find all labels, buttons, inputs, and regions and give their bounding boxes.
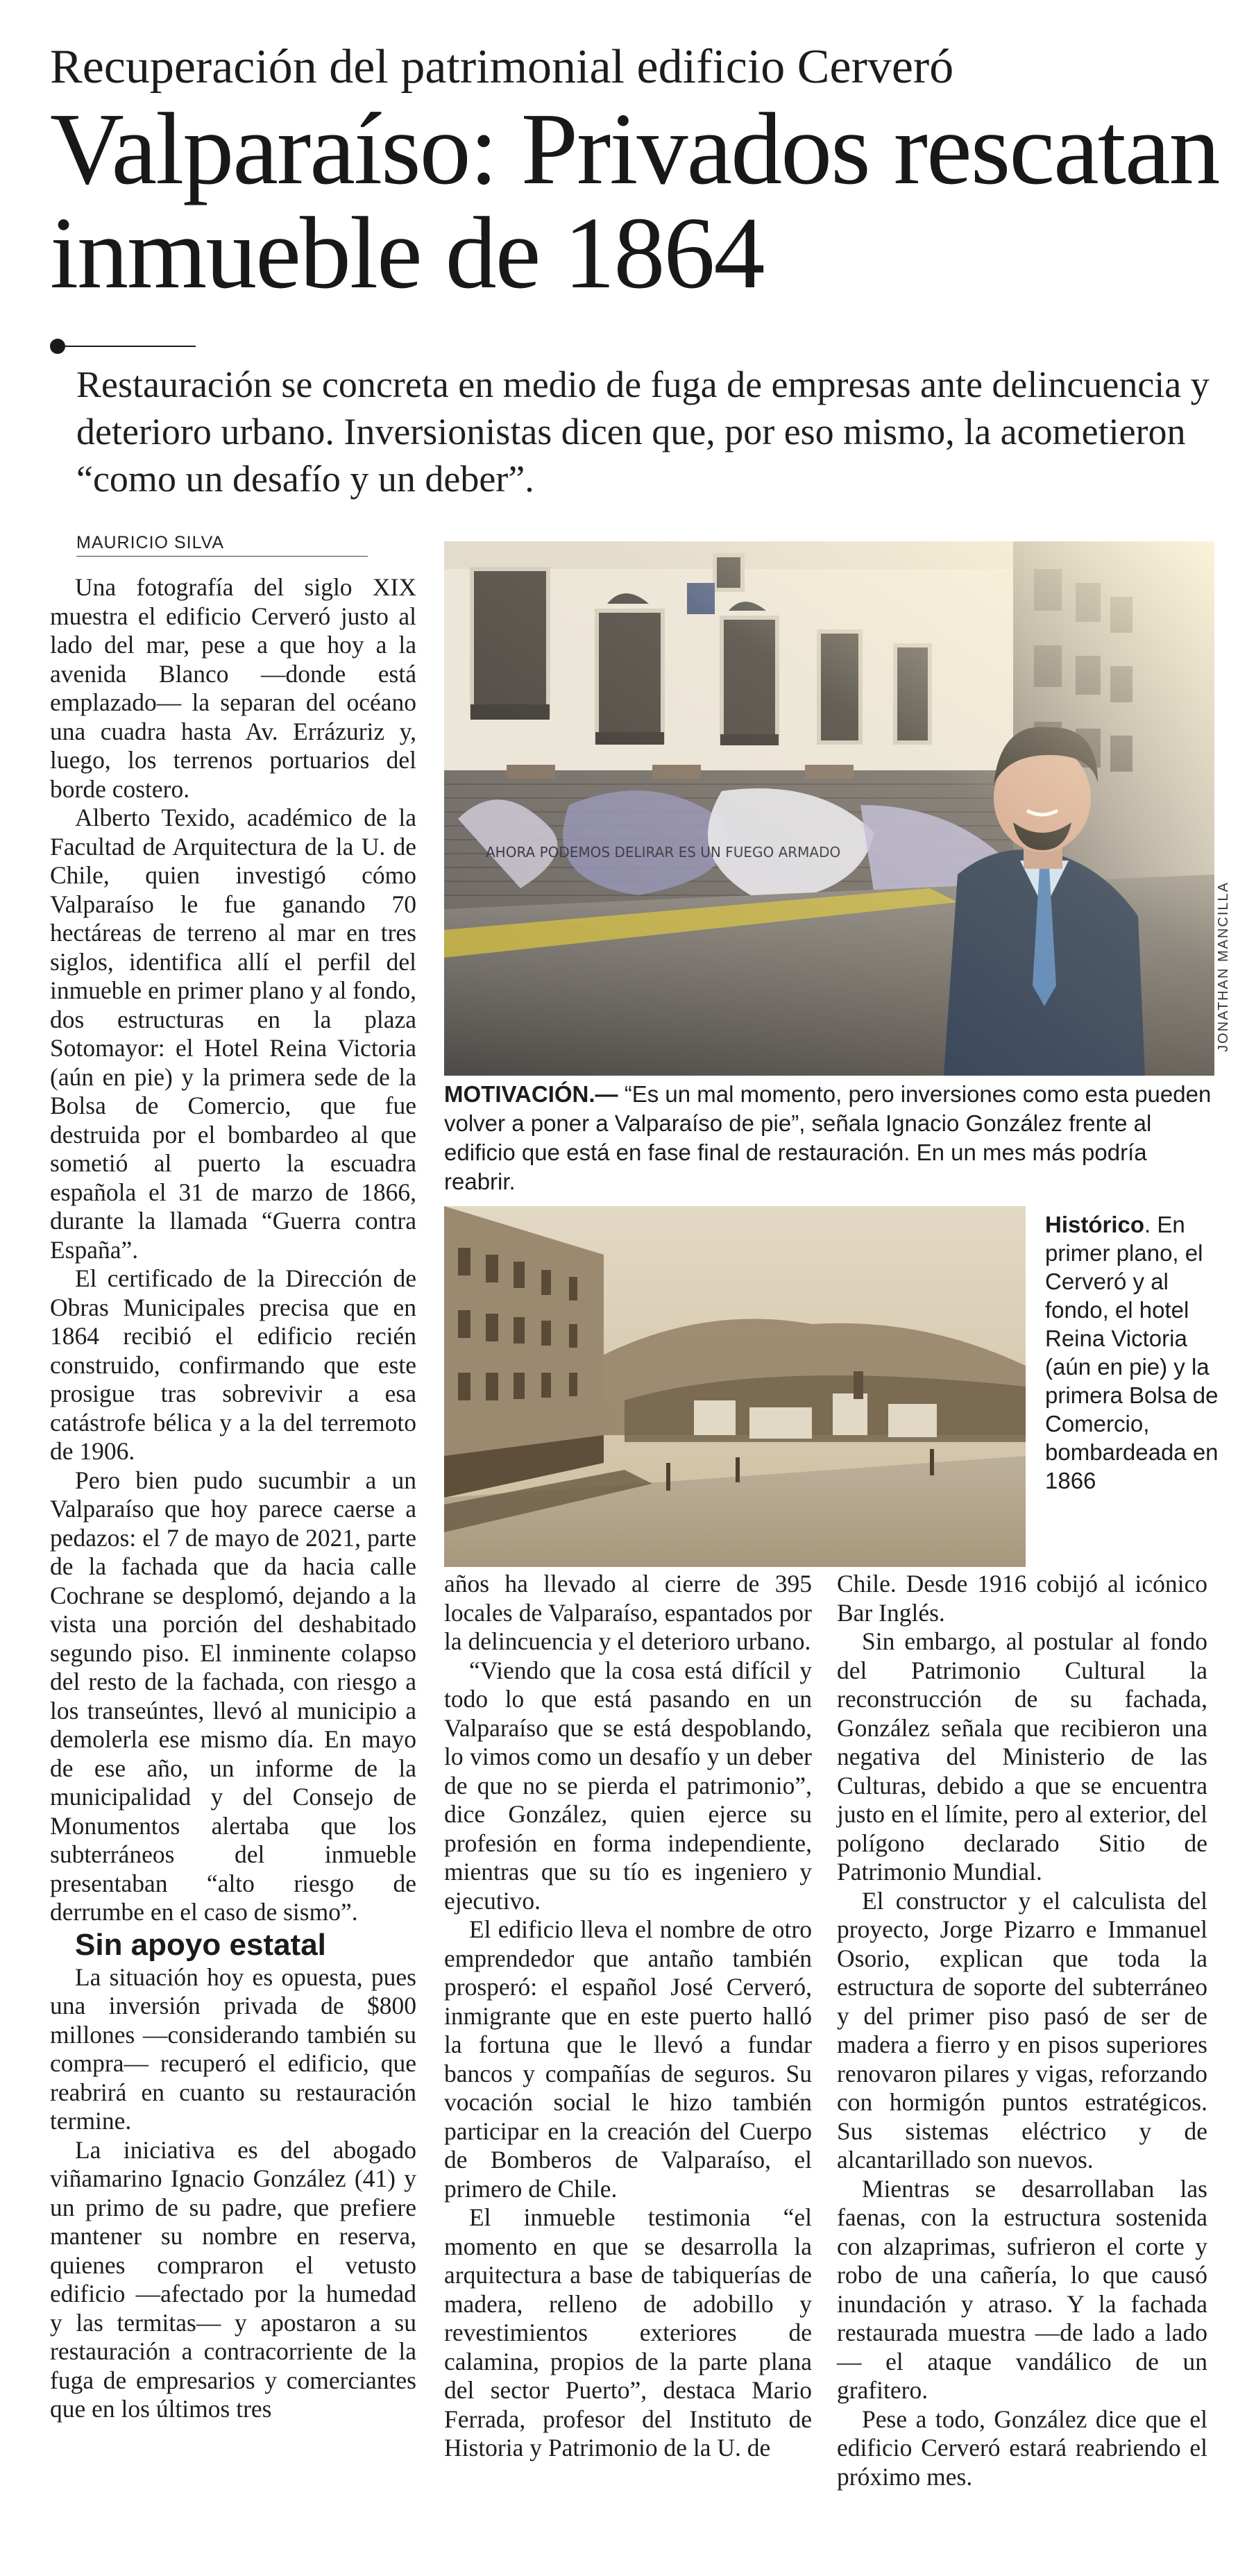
- subhead: Sin apoyo estatal: [75, 1927, 326, 1962]
- paragraph: Sin embargo, al postular al fondo del Patrimonio Cultural la reconstrucción de su fachada, González señala que recibieron una negativa del Ministerio de las Culturas, debido a que se encuentra justo en el límite, pero al exterior, del polígono declarado Sitio de Patrimonio Mundial.: [837, 1627, 1207, 1886]
- paragraph: El inmueble testimonia “el momento en que se desarrolla la arquitectura a base de tabiquerías de madera, relleno de adobillo y revestimientos exteriores de calamina, propios de la parte plana del sector Puerto”, destaca Mario Ferrada, profesor del Instituto de Historia y Patrimonio de la U. de: [444, 2203, 812, 2461]
- historic-photo-illustration: [444, 1206, 1026, 1567]
- headline: Valparaíso: Privados rescatan inmueble de 1864: [50, 92, 1219, 310]
- paragraph: El certificado de la Dirección de Obras Municipales precisa que en 1864 recibió el edificio recién construido, confirmando que este prosigue tras sobrevivir a esa catástrofe bélica y a la del terremoto de 1906.: [50, 1264, 416, 1465]
- paragraph: La iniciativa es del abogado viñamarino Ignacio González (41) y un primo de su padre, que prefiere mantener su nombre en reserva, quienes compraron el vetusto edificio —afectado por la humedad y las termitas— y apostaron a su restauración a contracorriente de la fuga de empresarios y comerciantes que en los últimos tres: [50, 2135, 416, 2423]
- caption2-label: Histórico: [1045, 1212, 1145, 1237]
- body-column-2: [444, 1570, 812, 2463]
- byline: MAURICIO SILVA: [76, 533, 368, 557]
- body-column-1: [50, 573, 416, 2424]
- main-photo-caption: [444, 1080, 1214, 1196]
- deck: Restauración se concreta en medio de fuga de empresas ante delincuencia y deterioro urbano. Inversionistas dicen que, por eso mismo, la acometieron “como un desafío y un deber”.: [76, 364, 1210, 500]
- caption-text: “Es un mal momento, pero inversiones como esta pueden volver a poner a Valparaíso de pie”, señala Ignacio González frente al edificio que está en fase final de restauración. En un mes más podría reabrir.: [444, 1081, 1212, 1194]
- rule-dot: [50, 339, 65, 354]
- paragraph: años ha llevado al cierre de 395 locales de Valparaíso, espantados por la delincuencia y el deterioro urbano.: [444, 1570, 812, 1655]
- paragraph: Chile. Desde 1916 cobijó al icónico Bar Inglés.: [837, 1570, 1207, 1627]
- paragraph: El edificio lleva el nombre de otro emprendedor que antaño también prosperó: el español José Cerveró, inmigrante que en este puerto halló la fortuna que le llevó a fundar bancos y compañías de seguros. Su vocación social le hizo también participar en la creación del Cuerpo de Bomberos de Valparaíso, el primero de Chile.: [444, 1915, 812, 2203]
- paragraph: Pese a todo, González dice que el edificio Cerveró estará reabriendo el próximo mes.: [837, 2405, 1207, 2491]
- historic-photo-caption: [1045, 1210, 1219, 1495]
- paragraph: Alberto Texido, académico de la Facultad de Arquitectura de la U. de Chile, quien investigó cómo Valparaíso le fue ganando 70 hectáreas de terreno al mar en tres siglos, identifica allí el perfil del inmueble en primer plano y al fondo, dos estructuras en la plaza Sotomayor: el Hotel Reina Victoria (aún en pie) y la primera sede de la Bolsa de Comercio, que fue destruida por el bombardeo al que sometió al puerto la escuadra española el 31 de marzo de 1866, durante la llamada “Guerra contra España”.: [50, 804, 416, 1264]
- paragraph: Mientras se desarrollaban las faenas, con la estructura sostenida con alzaprimas, sufrieron el corte y robo de una cañería, lo que causó inundación y atraso. Y la fachada restaurada muestra —de lado a lado— el ataque vandálico de un grafitero.: [837, 2174, 1207, 2404]
- body-column-3: [837, 1570, 1207, 2491]
- photo-credit: JONATHAN MANCILLA: [1216, 881, 1231, 1052]
- paragraph: La situación hoy es opuesta, pues una inversión privada de $800 millones —considerando también su compra— recuperó el edificio, que reabrirá en cuanto su restauración termine.: [50, 1963, 416, 2135]
- main-photo: [444, 541, 1214, 1076]
- caption2-text: . En primer plano, el Cerveró y al fondo, el hotel Reina Victoria (aún en pie) y la primera Bolsa de Comercio, bombardeada en 1866: [1045, 1212, 1219, 1493]
- paragraph: Pero bien pudo sucumbir a un Valparaíso que hoy parece caerse a pedazos: el 7 de mayo de 2021, parte de la fachada que da hacia calle Cochrane se desplomó, dejando a la vista una porción del deshabitado segundo piso. El inminente colapso del resto de la fachada, con riesgo a los transeúntes, llevó al municipio a demolerla ese mismo día. En mayo de ese año, un informe de la municipalidad y del Consejo de Monumentos alertaba que los subterráneos del inmueble presentaban “alto riesgo de derrumbe en el caso de sismo”.: [50, 1466, 416, 1926]
- paragraph: Una fotografía del siglo XIX muestra el edificio Cerveró justo al lado del mar, pese a que hoy a la avenida Blanco —donde está emplazado— la separan del océano una cuadra hasta Av. Errázuriz y, luego, los terrenos portuarios del borde costero.: [50, 573, 416, 803]
- paragraph: “Viendo que la cosa está difícil y todo lo que está pasando en un Valparaíso que se está despoblando, lo vimos como un desafío y un deber de que no se pierda el patrimonio”, dice González, quien ejerce su profesión en forma independiente, mientras que su tío es ingeniero y ejecutivo.: [444, 1656, 812, 1915]
- paragraph: El constructor y el calculista del proyecto, Jorge Pizarro e Immanuel Osorio, explican que toda la estructura de soporte del subterráneo y del primer piso pasó de ser de madera a fierro y en pisos superiores renovaron pilares y vigas, reforzando con hormigón puntos estratégicos. Sus sistemas eléctrico y de alcantarillado son nuevos.: [837, 1886, 1207, 2174]
- main-photo-illustration: [444, 541, 1214, 1076]
- kicker: Recuperación del patrimonial edificio Cerveró: [50, 40, 954, 94]
- rule-line: [64, 346, 196, 347]
- historic-photo: [444, 1206, 1026, 1567]
- caption-label: MOTIVACIÓN.—: [444, 1081, 618, 1107]
